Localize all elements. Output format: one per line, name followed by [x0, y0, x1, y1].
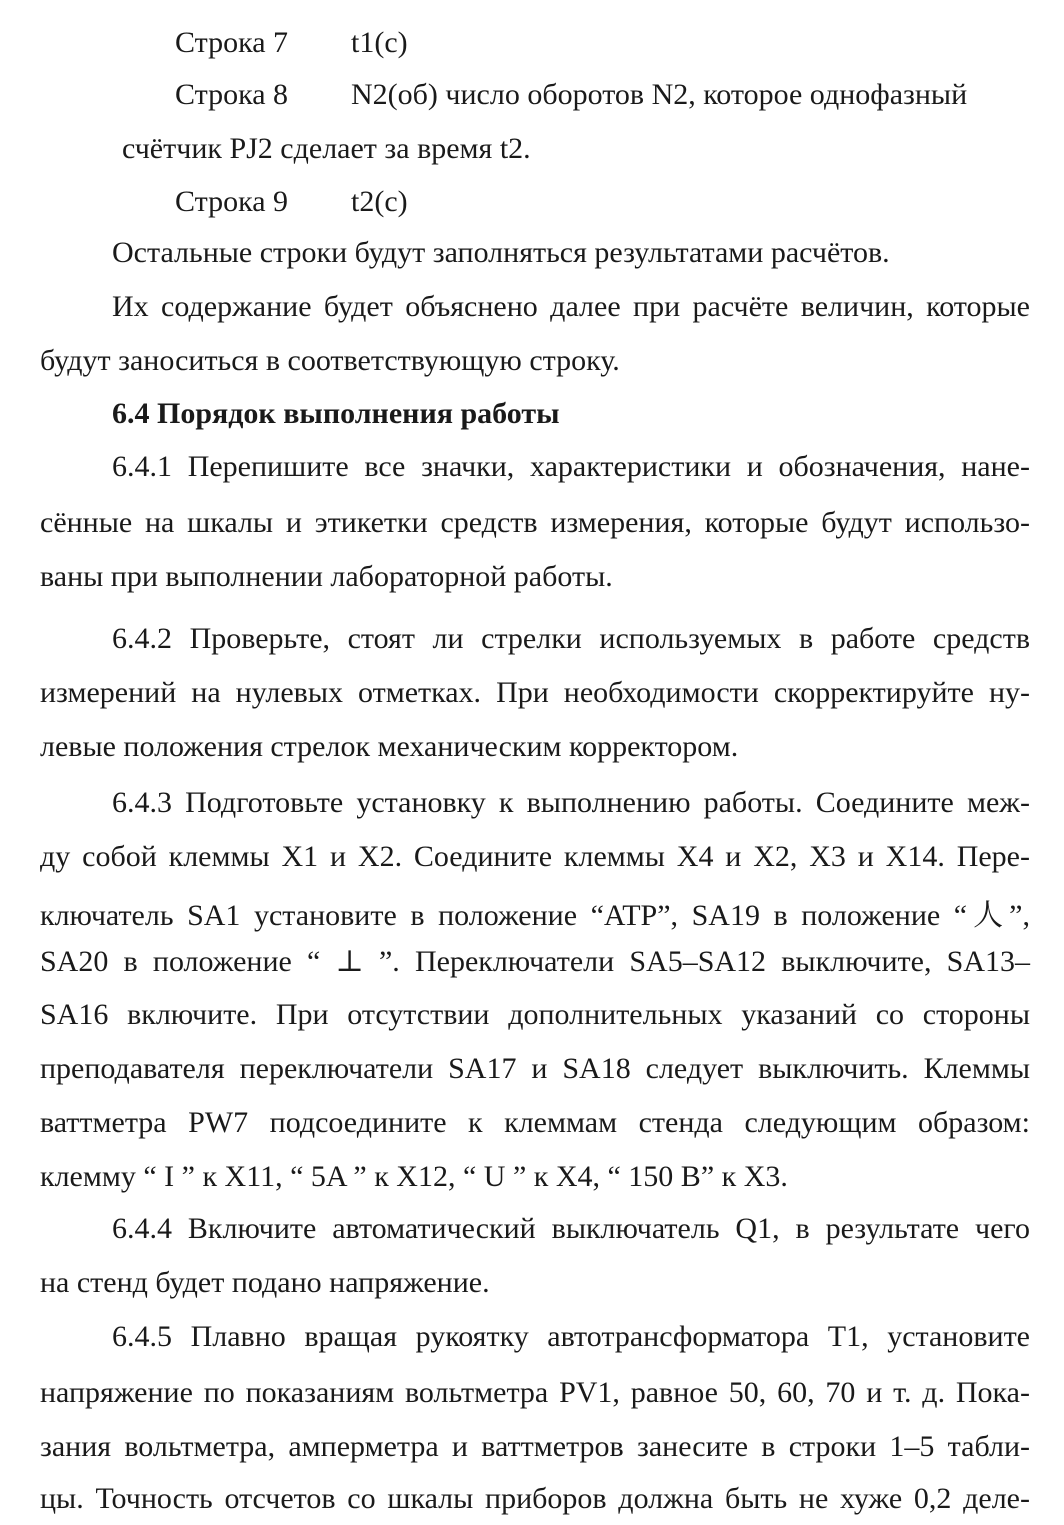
paragraph-6-4-5-line: зания вольтметра, амперметра и ваттметров занесите в строки 1–5 табли-: [40, 1430, 1030, 1463]
paragraph-6-4-3-line: SA20 в положение “ ⊥ ”. Переключатели SA5–SA12 выключите, SA13–: [40, 945, 1030, 978]
row-9: [175, 185, 408, 219]
paragraph-6-4-1-line: 6.4.1 Перепишите все значки, характеристики и обозначения, нане-: [112, 450, 1030, 483]
row-text: t2(c): [351, 185, 408, 218]
row-7: [175, 26, 408, 60]
intro-line: Их содержание будет объяснено далее при расчёте величин, которые: [112, 290, 1030, 323]
row-label: Строка 7: [175, 26, 289, 59]
paragraph-6-4-3-line: ду собой клеммы X1 и X2. Соедините клеммы X4 и X2, X3 и X14. Пере-: [40, 840, 1030, 873]
paragraph-6-4-5-line: напряжение по показаниям вольтметра PV1, равное 50, 60, 70 и т. д. Пока-: [40, 1376, 1030, 1409]
paragraph-6-4-2-line: измерений на нулевых отметках. При необходимости скорректируйте ну-: [40, 676, 1030, 709]
intro-line: Остальные строки будут заполняться результатами расчётов.: [112, 236, 890, 269]
paragraph-6-4-5-line: цы. Точность отсчетов со шкалы приборов должна быть не хуже 0,2 деле-: [40, 1482, 1030, 1515]
paragraph-6-4-3-line: SA16 включите. При отсутствии дополнительных указаний со стороны: [40, 998, 1030, 1031]
row-8-continuation: счётчик PJ2 сделает за время t2.: [122, 132, 531, 165]
paragraph-6-4-2-line: 6.4.2 Проверьте, стоят ли стрелки используемых в работе средств: [112, 622, 1030, 655]
paragraph-6-4-3-line: преподавателя переключатели SA17 и SA18 следует выключить. Клеммы: [40, 1052, 1030, 1085]
row-8: [175, 78, 967, 112]
row-text: N2(об) число оборотов N2, которое однофазный: [351, 78, 968, 111]
paragraph-6-4-2-line: левые положения стрелок механическим корректором.: [40, 730, 739, 763]
paragraph-6-4-1-line: сённые на шкалы и этикетки средств измерения, которые будут использо-: [40, 506, 1030, 539]
intro-line: будут заноситься в соответствующую строку.: [40, 344, 620, 377]
section-heading: 6.4 Порядок выполнения работы: [112, 397, 560, 430]
paragraph-6-4-3-line: ваттметра PW7 подсоедините к клеммам стенда следующим образом:: [40, 1106, 1030, 1139]
paragraph-6-4-4-line: 6.4.4 Включите автоматический выключатель Q1, в результате чего: [112, 1212, 1030, 1245]
row-label: Строка 9: [175, 185, 289, 218]
paragraph-6-4-1-line: ваны при выполнении лабораторной работы.: [40, 560, 613, 593]
row-text: t1(c): [351, 26, 408, 59]
paragraph-6-4-5-line: 6.4.5 Плавно вращая рукоятку автотрансформатора T1, установите: [112, 1320, 1030, 1353]
paragraph-6-4-3-line: клемму “ I ” к X11, “ 5A ” к X12, “ U ” к X4, “ 150 B” к X3.: [40, 1160, 788, 1193]
row-label: Строка 8: [175, 78, 289, 111]
paragraph-6-4-3-line: ключатель SA1 установите в положение “ATP”, SA19 в положение “人”,: [40, 899, 1030, 932]
paragraph-6-4-4-line: на стенд будет подано напряжение.: [40, 1266, 490, 1299]
paragraph-6-4-3-line: 6.4.3 Подготовьте установку к выполнению работы. Соедините меж-: [112, 786, 1030, 819]
